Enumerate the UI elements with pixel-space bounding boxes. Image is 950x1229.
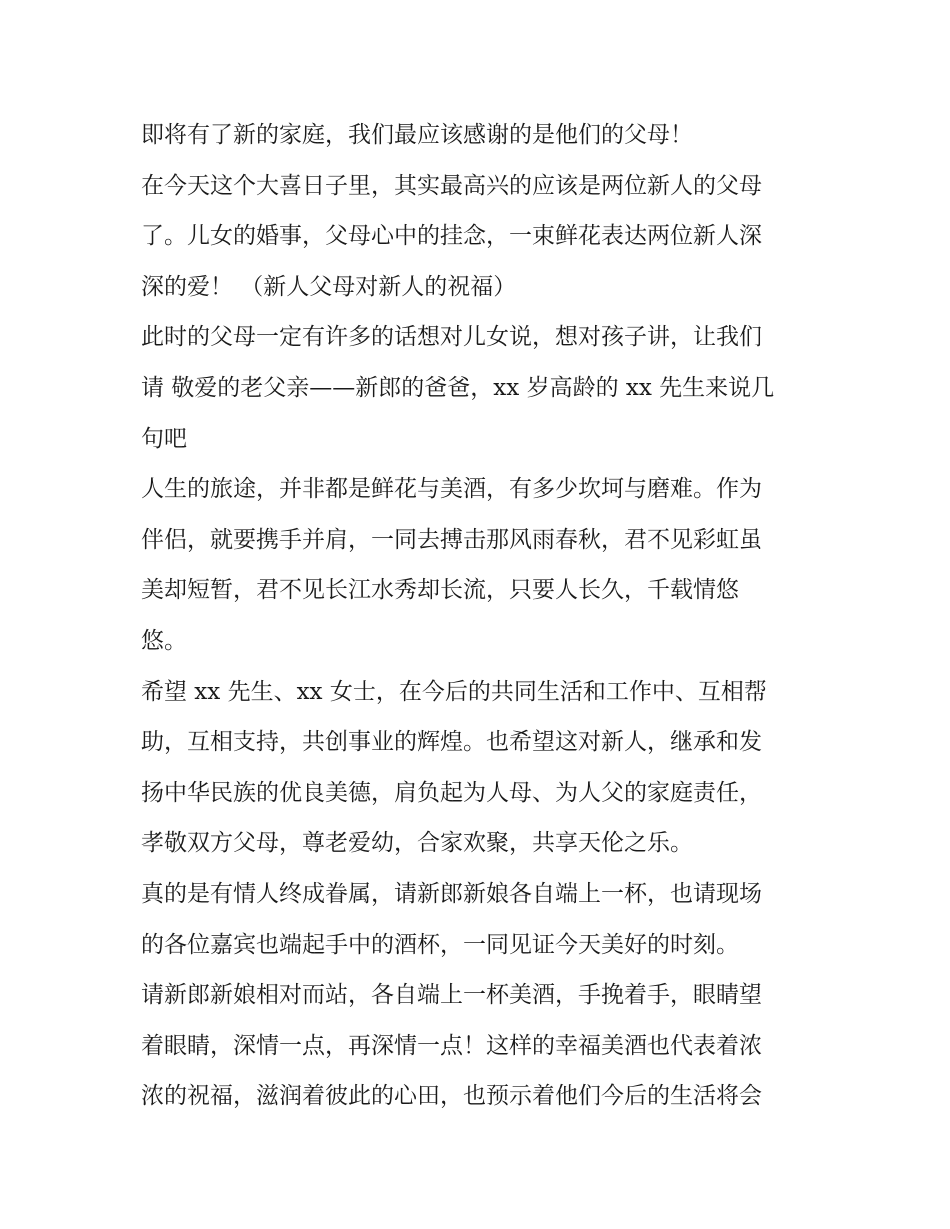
paragraph-father-speech (141, 312, 821, 464)
text-line: 人生的旅途，并非都是鲜花与美酒，有多少坎坷与磨难。作为 (141, 476, 762, 503)
text-line: 扬中华民族的优良美德，肩负起为人母、为人父的家庭责任， (141, 779, 762, 806)
document-body (141, 110, 821, 1122)
text-line: 了。儿女的婚事，父母心中的挂念，一束鲜花表达两位新人深 (141, 223, 762, 250)
text-line: 即将有了新的家庭，我们最应该感谢的是他们的父母！ (141, 122, 693, 148)
paragraph-toast-invitation (141, 869, 821, 970)
paragraph-life-journey (141, 464, 821, 666)
text-line: 伴侣，就要携手并肩，一同去搏击那风雨春秋，君不见彩虹虽 (141, 526, 762, 553)
text-line: 助，互相支持，共创事业的辉煌。也希望这对新人，继承和发 (141, 729, 762, 756)
text-line: 着眼睛，深情一点，再深情一点！这样的幸福美酒也代表着浓 (141, 1032, 762, 1059)
text-line: 请新郎新娘相对而站，各自端上一杯美酒，手挽着手，眼睛望 (141, 982, 762, 1009)
text-line: 的各位嘉宾也端起手中的酒杯，一同见证今天美好的时刻。 (141, 931, 739, 958)
paragraph-wishes (141, 667, 821, 869)
paragraph-parents-happiest (141, 161, 821, 313)
text-line: 在今天这个大喜日子里，其实最高兴的应该是两位新人的父母 (141, 172, 762, 199)
text-line: 此时的父母一定有许多的话想对儿女说，想对孩子讲，让我们 (141, 324, 762, 351)
paragraph-couple-toast (141, 970, 821, 1122)
text-line: 悠。 (141, 627, 187, 654)
text-line: 真的是有情人终成眷属，请新郎新娘各自端上一杯，也请现场 (141, 880, 762, 907)
text-line: 深的爱！ （新人父母对新人的祝福） (141, 273, 517, 300)
paragraph-thanks-parents (141, 110, 821, 161)
text-line: 句吧 (141, 425, 187, 452)
text-line: 美却短暂，君不见长江水秀却长流，只要人长久，千载情悠 (141, 577, 739, 604)
text-line: 孝敬双方父母，尊老爱幼，合家欢聚，共享天伦之乐。 (141, 830, 693, 857)
text-line: 请 敬爱的老父亲——新郎的爸爸，xx 岁高龄的 xx 先生来说几 (141, 374, 775, 401)
text-line: 希望 xx 先生、xx 女士，在今后的共同生活和工作中、互相帮 (141, 678, 767, 705)
text-line: 浓的祝福，滋润着彼此的心田，也预示着他们今后的生活将会 (141, 1083, 762, 1110)
